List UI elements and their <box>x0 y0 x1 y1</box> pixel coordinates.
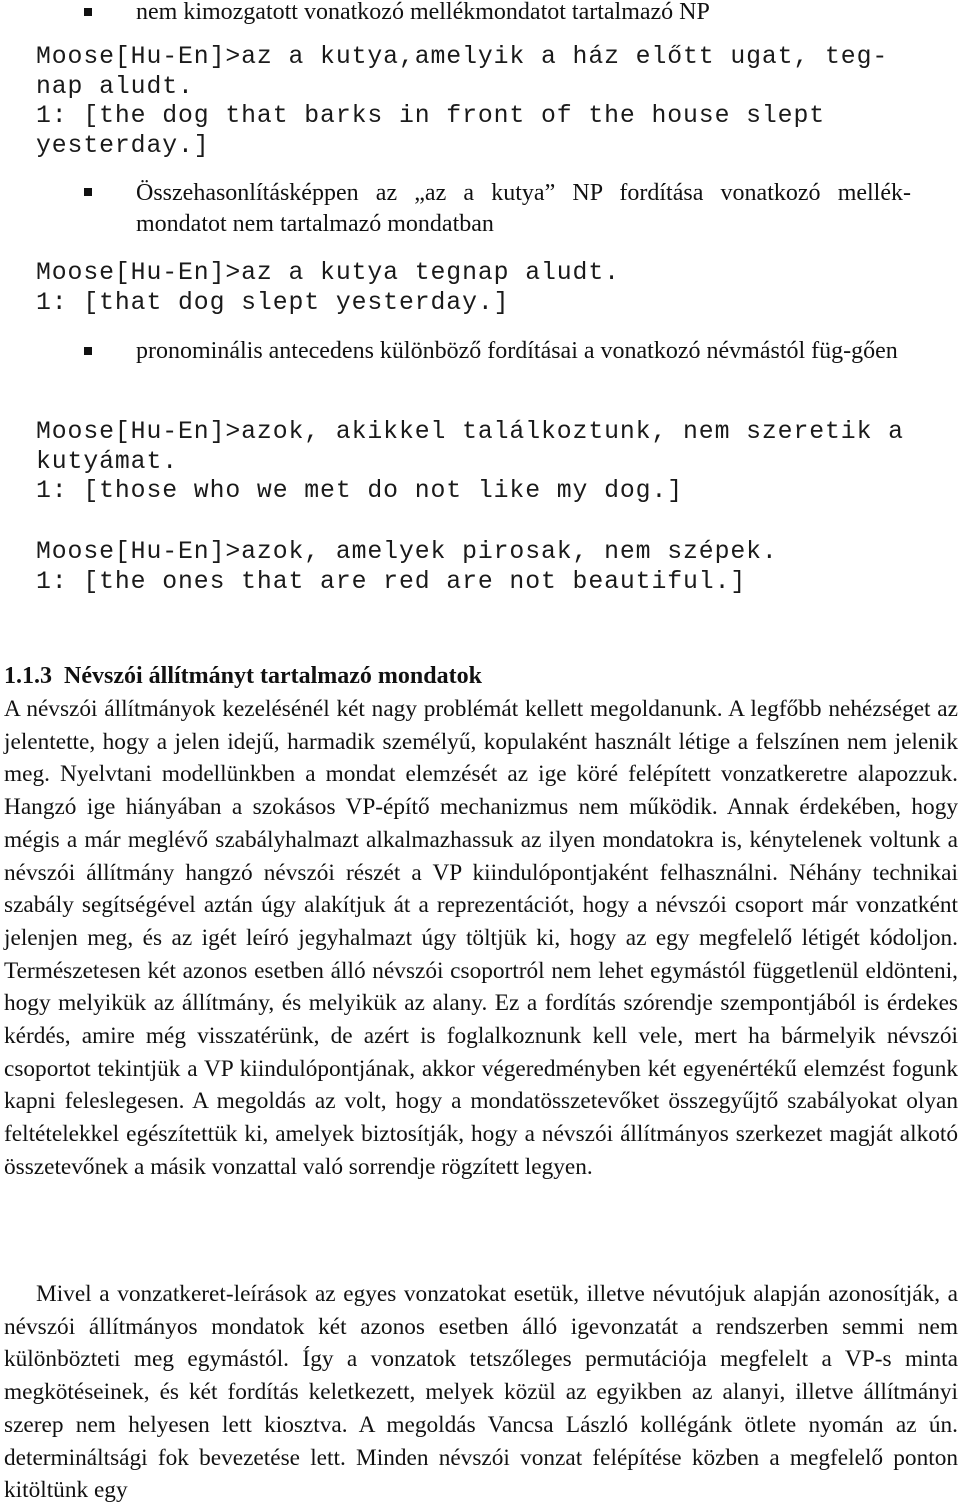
bullet-text: nem kimozgatott vonatkozó mellékmondatot tartalmazó NP <box>136 0 710 25</box>
section-title: Névszói állítmányt tartalmazó mondatok <box>64 663 482 689</box>
square-bullet-icon <box>84 8 92 16</box>
code-example: Moose[Hu-En]>azok, akikkel találkoztunk, nem szeretik a kutyámat. 1: [those who we met do not like my dog.] <box>36 418 904 505</box>
bullet-text: Összehasonlításképpen az „az a kutya” NP fordítása vonatkozó mellék-mondatot nem tartalmazó mondatban <box>136 180 911 237</box>
code-example: Moose[Hu-En]>az a kutya,amelyik a ház előtt ugat, teg- nap aludt. 1: [the dog that barks in front of the house slept yesterday.] <box>36 43 889 160</box>
square-bullet-icon <box>84 347 92 355</box>
square-bullet-icon <box>84 188 92 196</box>
section-number: 1.1.3 <box>4 663 52 689</box>
body-paragraph: Mivel a vonzatkeret-leírások az egyes vonzatokat esetük, illetve névutójuk alapján azonosítják, a névszói állítmányos mondatok két azonos esetben álló igevonzatát a rendszerben semmi nem különbözteti meg egymástól. Így a vonzatok tetszőleges permutációja megfelelt a VP-s minta megkötéseinek, és két fordítás keletkezett, melyek közül az egyikben az alanyi, illetve állítmányi szerep nem helyesen lett kiosztva. A megoldás Vancsa László kollégánk ötlete nyomán az ún. determináltsági fok bevezetése lett. Minden névszói vonzat felépítése közben a megfelelő ponton kitöltünk egy <box>4 1281 958 1504</box>
body-paragraph: A névszói állítmányok kezelésénél két nagy problémát kellett megoldanunk. A legfőbb nehézséget az jelentette, hogy a jelen idejű, harmadik személyű, kopulaként használt létige a felszínen nem jelenik meg. Nyelvtani modellünkben a mondat elemzését az ige köré felépített vonzatkeretre alapozzuk. Hangzó ige hiányában a szokásos VP-építő mechanizmus nem működik. Annak érdekében, hogy mégis a már meglévő szabályhalmazt alkalmazhassuk az ilyen mondatokra is, kénytelenek voltunk a névszói állítmány hangzó névszói részét a VP kiindulópontjaként felhasználni. Néhány technikai szabály segítségével aztán úgy alakítjuk át a reprezentációt, hogy a névszói csoport már vonzatként jelenjen meg, és az igét leíró jegyhalmazt úgy töltjük ki, hogy az egy megfelelő létigét kódoljon. Természetesen két azonos esetben álló névszói csoportról nem lehet egymástól függetlenül eldönteni, hogy melyikük az állítmány, és melyikük az alany. Ez a fordítás szórendje szempontjából is érdekes kérdés, amire még visszatérünk, de azért is foglalkoznunk kell vele, mert ha bármelyik névszói csoportot tekintjük a VP kiindulópontjának, akkor végeredményben két egyenértékű elemzést fogunk kapni feleslegesen. A megoldás az volt, hogy a mondatösszetevőket összegyűjtő szabályokat olyan feltételekkel egészítettük ki, amelyek biztosítják, hogy a névszói állítmányos szerkezet magját alkotó összetevőnek a másik vonzattal való sorrendje rögzített legyen. <box>4 696 958 1180</box>
section-heading <box>4 661 482 691</box>
code-example: Moose[Hu-En]>azok, amelyek pirosak, nem szépek. 1: [the ones that are red are not beautiful.] <box>36 538 778 596</box>
bullet-text: pronominális antecedens különböző fordításai a vonatkozó névmástól füg-gően <box>136 338 898 364</box>
code-example: Moose[Hu-En]>az a kutya tegnap aludt. 1: [that dog slept yesterday.] <box>36 259 620 317</box>
